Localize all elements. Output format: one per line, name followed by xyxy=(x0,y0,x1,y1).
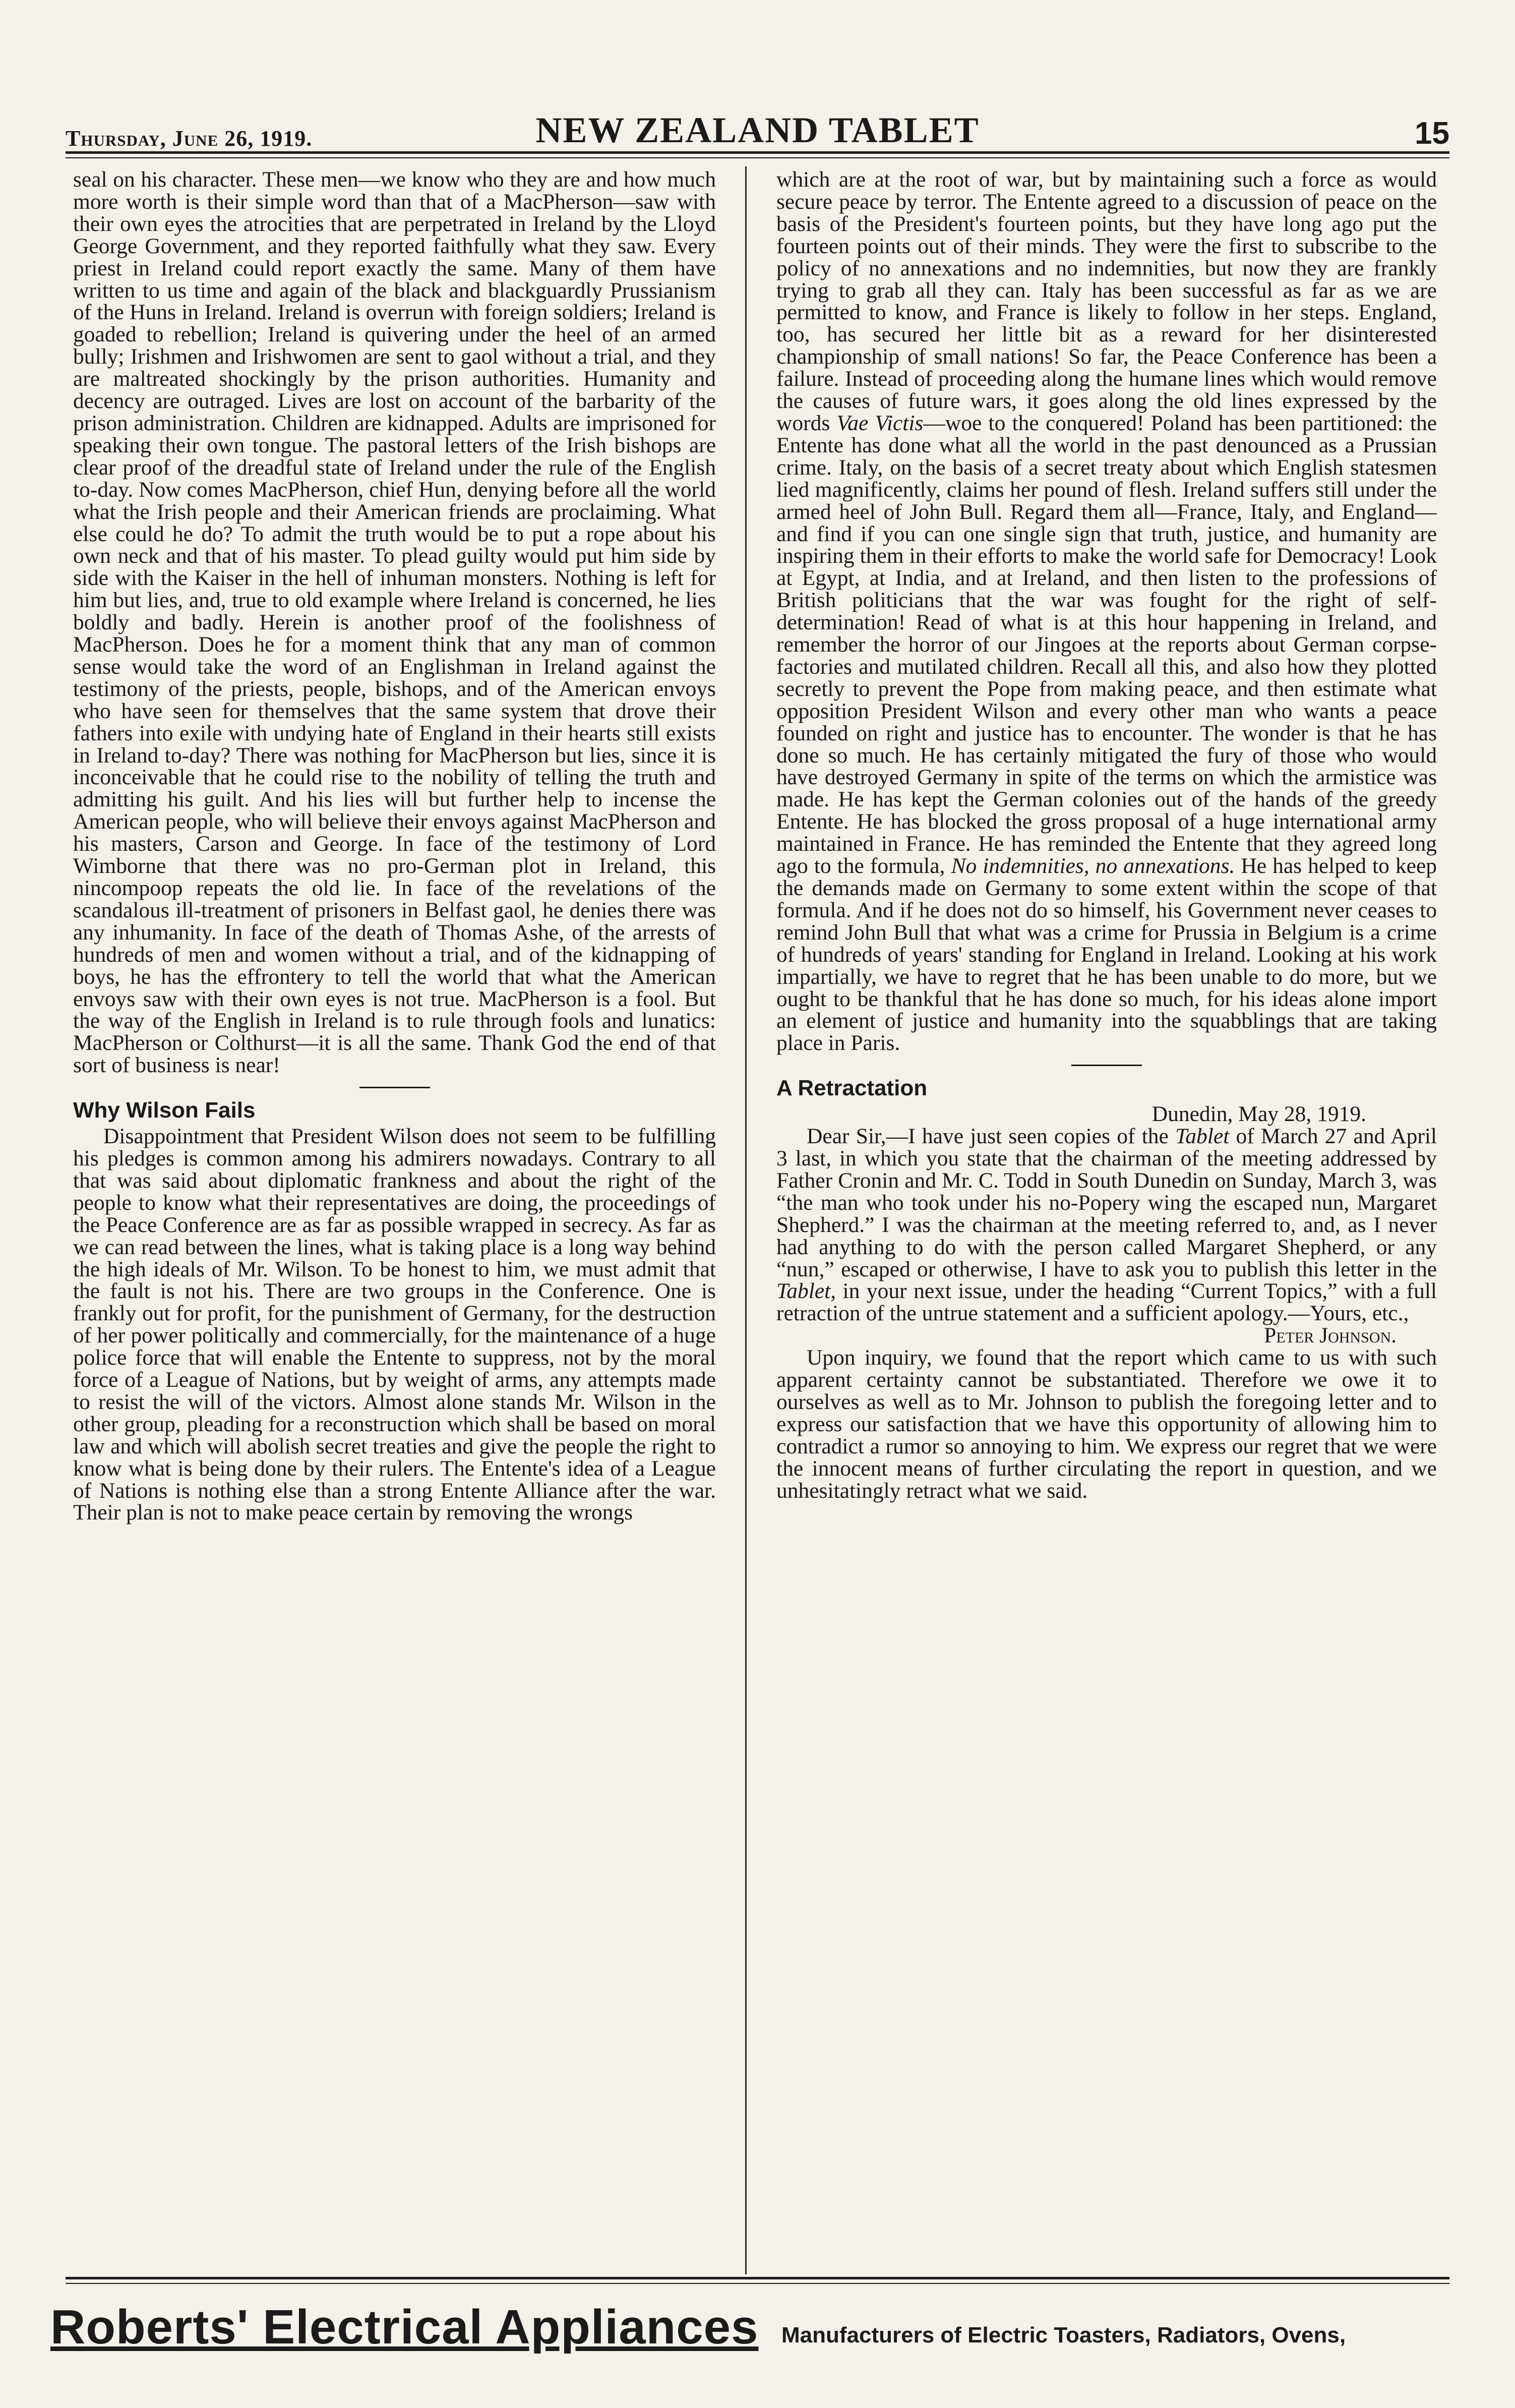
header-rule xyxy=(66,151,1449,158)
column-divider xyxy=(745,166,747,2274)
publication-title: NEW ZEALAND TABLET xyxy=(535,110,980,150)
editor-reply: Upon inquiry, we found that the report which came to us with such apparent certainty cannot be substantiated. Therefore we owe it to ourselves as well as to Mr. Johnson to publish the foregoing letter and to express our satisfaction that we have this opportunity of allowing him to contradict a rumor so annoying to him. We express our regret that we were the innocent means of further circulating the report in question, and we unhesitatingly retract what we said. xyxy=(776,1345,1437,1503)
letter-text-1: Dear Sir,—I have just seen copies of the xyxy=(807,1124,1169,1149)
letter-dateline: Dunedin, May 28, 1919. xyxy=(1152,1102,1366,1127)
section-separator xyxy=(359,1087,430,1088)
tablet-title-2: Tablet xyxy=(776,1279,831,1304)
ad-brand-name: Roberts' Electrical Appliances xyxy=(50,2300,759,2354)
editorial-continuation: seal on his character. These men—we know who they are and how much more worth is their simple word than that of a MacPherson—saw with their own eyes the atrocities that are perpetrated in Ireland by the Lloyd George Government, and they reported faithfully what they saw. Every priest in Ireland could report exactly the same. Many of them have written to us time and again of the black and blackguardly Prussianism of the Huns in Ireland. Ireland is overrun with foreign soldiers; Ireland is goaded to rebellion; Ireland is quivering under the heel of an armed bully; Irishmen and Irishwomen are sent to gaol without a trial, and they are maltreated shockingly by the prison authorities. Humanity and decency are outraged. Lives are lost on account of the barbarity of the prison administration. Children are kidnapped. Adults are imprisoned for speaking their own tongue. The pastoral letters of the Irish bishops are clear proof of the dreadful state of Ireland under the rule of the English to-day. Now comes MacPherson, chief Hun, denying before all the world what the Irish people and their American friends are proclaiming. What else could he do? To admit the truth would be to put a rope about his own neck and that of his master. To plead guilty would put him side by side with the Kaiser in the hell of inhuman monsters. Nothing is left for him but lies, and, true to old example where Ireland is concerned, he lies boldly and badly. Herein is another proof of the foolishness of MacPherson. Does he for a moment think that any man of common sense would take the word of an Englishman in Ireland against the testimony of the priests, people, bishops, and of the American envoys who have seen for themselves that the same system that drove their fathers into exile with undying hate of England in their hearts still exists in Ireland to-day? There was nothing for MacPherson but lies, since it is inconceivable that he could rise to the nobility of telling the truth and admitting his guilt. And his lies will but further help to incense the American people, who will believe their envoys against MacPherson and his masters, Carson and George. In face of the testimony of Lord Wimborne that there was no pro-German plot in Ireland, this nincompoop repeats the old lie. In face of the revelations of the scandalous ill-treatment of prisoners in Belfast gaol, he denies there was any inhumanity. In face of the death of Thomas Ashe, of the arrests of hundreds of men and women without a trial, and of the kidnapping of boys, he has the effrontery to tell the world that what the American envoys saw with their own eyes is not true. MacPherson is a fool. But the way of the English in Ireland is to rule through fools and lunatics: MacPherson or Colthurst—it is all the same. Thank God the end of that sort of business is near! xyxy=(73,169,716,1078)
ad-tagline: Manufacturers of Electric Toasters, Radiators, Ovens, xyxy=(781,2323,1346,2347)
wilson-article-body: Disappointment that President Wilson does not seem to be fulfilling his pledges is common among his admirers nowadays. Contrary to all that was said about diplomatic frankness and about the right of the people to know what their representatives are doing, the proceedings of the Peace Conference are as far as possible wrapped in secrecy. As far as we can read between the lines, what is taking place is a long way behind the high ideals of Mr. Wilson. To be honest to him, we must admit that the fault is not his. There are two groups in the Conference. One is frankly out for profit, for the punishment of Germany, for the destruction of her power politically and commercially, for the maintenance of a huge police force that will enable the Entente to suppress, not by the moral force of a League of Nations, but by weight of arms, any attempts made to resist the will of the victors. Almost alone stands Mr. Wilson in the other group, pleading for a reconstruction which shall be based on moral law and which will abolish secret treaties and give the people the right to know what is being done by their rulers. The Entente's idea of a League of Nations is nothing else than a strong Entente Alliance after the war. Their plan is not to make peace certain by removing the wrongs xyxy=(73,1124,716,1525)
letter-signature: Peter Johnson. xyxy=(1264,1323,1397,1348)
vae-victis-phrase: Vae Victis xyxy=(836,410,924,435)
tablet-title-1: Tablet xyxy=(1175,1124,1230,1149)
left-column xyxy=(73,169,716,2264)
right-column xyxy=(776,169,1437,2264)
issue-date: Thursday, June 26, 1919. xyxy=(66,126,313,151)
footer-rule xyxy=(66,2277,1449,2284)
section-heading-retractation: A Retractation xyxy=(776,1076,928,1101)
continuation-text-2: —woe to the conquered! Poland has been partitioned: the Entente has done what all the world in the past denounced as a Prussian crime. Italy, on the basis of a secret treaty about which English statesmen lied magnificently, claims her pound of flesh. Ireland suffers still under the armed heel of John Bull. Regard them all—France, Italy, and England—and find if you can one single sign that truth, justice, and humanity are inspiring them in their efforts to make the world safe for Democracy! Look at Egypt, at India, and at Ireland, and then listen to the professions of British politicians that the war was fought for the right of self-determination! Read of what is at this hour happening in Ireland, and remember the horror of our Jingoes at the reports about German corpse-factories and mutilated children. Recall all this, and also how they plotted secretly to prevent the Pope from making peace, and then estimate what opposition President Wilson and every other man who wants a peace founded on right and justice has to encounter. The wonder is that he has done so much. He has certainly mitigated the fury of those who would have destroyed Germany in spite of the terms on which the armistice was made. He has kept the German colonies out of the hands of the greedy Entente. He has blocked the gross proposal of a huge international army maintained in France. He has reminded the Entente that they agreed long ago to the formula, xyxy=(776,410,1437,878)
continuation-text-1: which are at the root of war, but by maintaining such a force as would secure peace by terror. The Entente agreed to a discussion of peace on the basis of the President's fourteen points, but they have long ago put the fourteen points out of their minds. They were the first to subscribe to the policy of no annexations and no indemnities, but now they are frankly trying to grab all they can. Italy has been successful as far as we are permitted to know, and France is likely to follow in her steps. England, too, has secured her little bit as a reward for her disinterested championship of small nations! So far, the Peace Conference has been a failure. Instead of proceeding along the humane lines which would remove the causes of future wars, it goes along the old lines expressed by the words xyxy=(776,169,1437,435)
section-heading-wilson: Why Wilson Fails xyxy=(73,1098,256,1123)
footer-advertisement xyxy=(50,2295,1462,2355)
section-separator-right xyxy=(1071,1065,1142,1066)
wilson-article-continuation xyxy=(776,169,1437,1054)
continuation-text-3: He has helped to keep the demands made on Germany to some extent within the scope of that formula. And if he does not do so himself, his Government never ceases to remind John Bull that what was a crime for Prussia in Belgium is a crime of hundreds of years' standing for England in Ireland. Looking at his work impartially, we have to regret that he has been unable to do more, but we ought to be thankful that he has done so much, for his ideas alone import an element of justice and humanity into the squabblings that are taking place in Paris. xyxy=(776,854,1437,1055)
formula-phrase: No indemnities, no annexations. xyxy=(951,854,1235,878)
letter-text-2: of March 27 and April 3 last, in which you state that the chairman of the meeting addressed by Father Cronin and Mr. C. Todd in South Dunedin on Sunday, March 3, was “the man who took under his no-Popery wing the escaped nun, Margaret Shepherd.” I was the chairman at the meeting referred to, and, as I never had anything to do with the person called Margaret Shepherd, or any “nun,” escaped or otherwise, I have to ask you to publish this letter in the xyxy=(776,1124,1437,1281)
letter-text-3: , in your next issue, under the heading “Current Topics,” with a full retraction of the untrue statement and a sufficient apology.—Yours, etc., xyxy=(776,1279,1437,1326)
masthead xyxy=(66,103,1449,151)
page-number: 15 xyxy=(1415,116,1449,151)
letter-body xyxy=(776,1126,1437,1325)
